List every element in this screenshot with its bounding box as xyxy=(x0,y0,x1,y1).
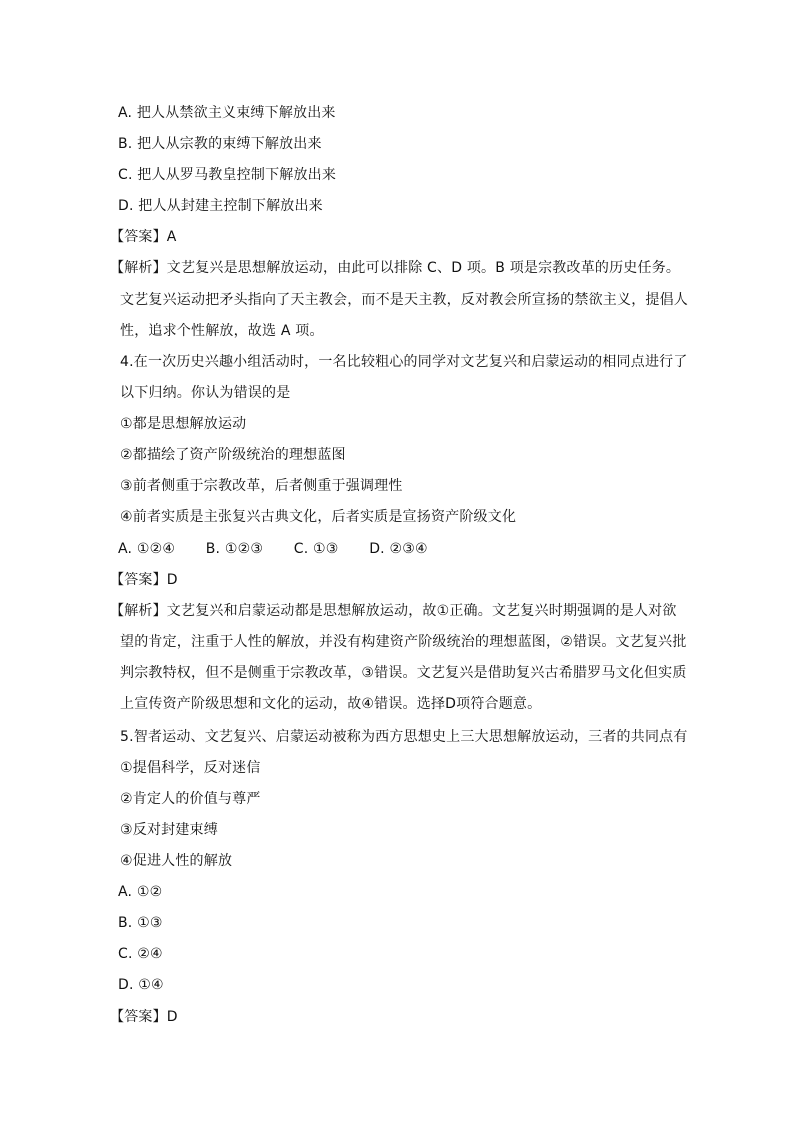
q3-option-c: C. 把人从罗马教皇控制下解放出来 xyxy=(118,167,337,183)
q4-analysis-line-2: 望的肯定，注重于人性的解放，并没有构建资产阶级统治的理想蓝图，②错误。文艺复兴批 xyxy=(120,634,687,650)
q4-option-a: A. ①②④ xyxy=(118,541,176,557)
q4-stem-line-2: 以下归纳。你认为错误的是 xyxy=(120,385,291,401)
q5-option-d: D. ①④ xyxy=(118,977,164,993)
q5-stem: 5.智者运动、文艺复兴、启蒙运动被称为西方思想史上三大思想解放运动，三者的共同点有 xyxy=(120,729,688,745)
q3-analysis-line-3: 性，追求个性解放，故选 A 项。 xyxy=(120,323,324,339)
q5-answer: 【答案】D xyxy=(110,1009,178,1025)
q4-option-d: D. ②③④ xyxy=(369,541,428,557)
q4-analysis-line-3: 判宗教特权，但不是侧重于宗教改革，③错误。文艺复兴是借助复兴古希腊罗马文化但实质 xyxy=(120,665,687,681)
q4-analysis-line-4: 上宣传资产阶级思想和文化的运动，故④错误。选择D项符合题意。 xyxy=(120,696,542,712)
q4-answer: 【答案】D xyxy=(110,572,178,588)
q5-option-a: A. ①② xyxy=(118,884,163,900)
q5-option-b: B. ①③ xyxy=(118,915,163,931)
q4-analysis-line-1: 【解析】文艺复兴和启蒙运动都是思想解放运动，故①正确。文艺复兴时期强调的是人对欲 xyxy=(110,603,677,619)
q5-item-3: ③反对封建束缚 xyxy=(120,822,218,838)
q3-analysis-line-1: 【解析】文艺复兴是思想解放运动，由此可以排除 C、D 项。B 项是宗教改革的历史任务。 xyxy=(110,260,681,276)
q3-option-d: D. 把人从封建主控制下解放出来 xyxy=(118,198,323,214)
q4-item-2: ②都描绘了资产阶级统治的理想蓝图 xyxy=(120,447,346,463)
q5-item-4: ④促进人性的解放 xyxy=(120,853,233,869)
q4-option-c: C. ①③ xyxy=(293,541,339,557)
q5-item-1: ①提倡科学，反对迷信 xyxy=(120,760,261,776)
q5-item-2: ②肯定人的价值与尊严 xyxy=(120,791,261,807)
q4-item-4: ④前者实质是主张复兴古典文化，后者实质是宣扬资产阶级文化 xyxy=(120,509,517,525)
q3-option-a: A. 把人从禁欲主义束缚下解放出来 xyxy=(118,105,336,121)
q4-options-row xyxy=(118,539,454,559)
q4-item-3: ③前者侧重于宗教改革，后者侧重于强调理性 xyxy=(120,478,403,494)
q3-analysis-line-2: 文艺复兴运动把矛头指向了天主教会，而不是天主教，反对教会所宣扬的禁欲主义，提倡人 xyxy=(120,292,688,308)
q3-answer: 【答案】A xyxy=(110,229,177,245)
q4-stem-line-1: 4.在一次历史兴趣小组活动时，一名比较粗心的同学对文艺复兴和启蒙运动的相同点进行了 xyxy=(120,354,688,370)
q4-item-1: ①都是思想解放运动 xyxy=(120,416,247,432)
q4-option-b: B. ①②③ xyxy=(205,541,264,557)
q3-option-b: B. 把人从宗教的束缚下解放出来 xyxy=(118,136,322,152)
q5-option-c: C. ②④ xyxy=(118,946,163,962)
